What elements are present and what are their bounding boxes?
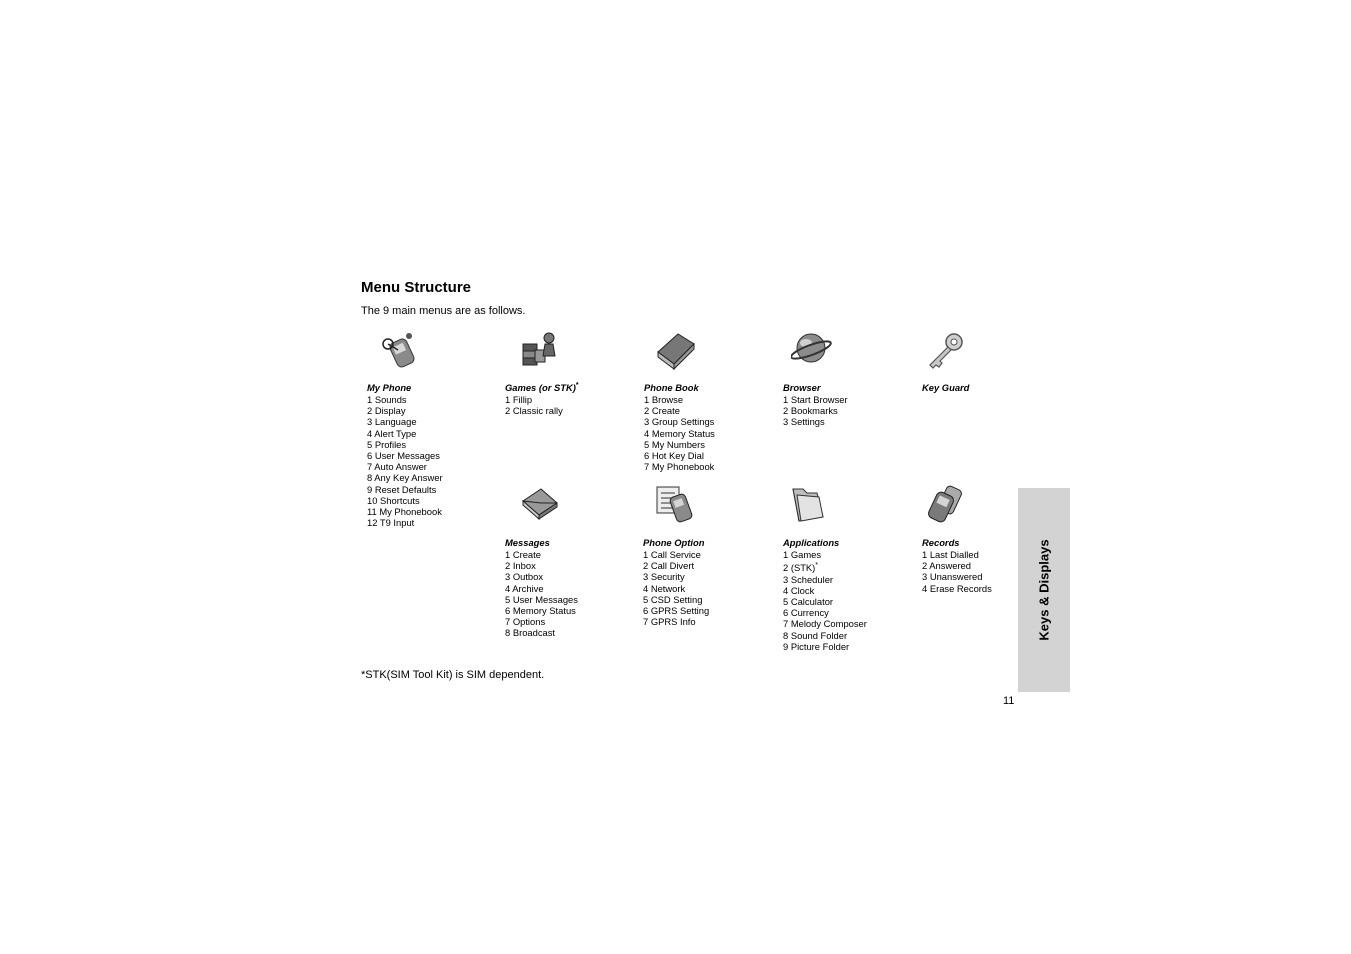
menu-item: 5 Calculator [783,595,834,607]
menu-title: Records [922,537,960,548]
menu-items [367,394,443,528]
menu-item: 3 Settings [783,416,825,428]
menu-item: 7 Melody Composer [783,618,867,630]
menu-title: Phone Option [643,537,705,548]
menu-item: 8 Broadcast [505,627,556,639]
menu-item: 1 Games [783,549,822,560]
menu-title: Applications [783,537,840,548]
menu-title: Phone Book [644,382,699,393]
menu-item: 4 Erase Records [922,582,992,594]
menu-items [643,549,709,627]
menu-item: 7 My Phonebook [644,461,715,473]
games-icon [519,330,563,370]
menu-item: 6 GPRS Setting [643,605,710,617]
menu-item: 1 Browse [644,394,684,405]
menu-item: 2 Classic rally [505,405,563,417]
menu-item: 2 Call Divert [643,560,695,572]
menu-item: 7 Options [505,616,546,628]
menu-title: My Phone [367,382,412,393]
menu-item: 3 Unanswered [922,571,983,583]
menu-item: 3 Scheduler [783,573,834,585]
menu-item: 4 Alert Type [367,427,417,439]
menu-item: 7 Auto Answer [367,461,427,473]
menu-item: 3 Group Settings [644,416,715,428]
menu-title: Browser [783,382,821,393]
menu-item: 5 Profiles [367,438,407,450]
menu-items [505,394,563,416]
menu-items [505,549,578,639]
menu-item: 1 Create [505,549,541,560]
menu-item: 10 Shortcuts [367,494,420,506]
menu-item: 8 Any Key Answer [367,472,443,484]
menu-item: 12 T9 Input [367,517,415,529]
menu-items [783,549,867,652]
folder-icon [789,485,833,525]
menu-item: 2 Answered [922,560,971,572]
menu-item: 11 My Phonebook [367,506,442,518]
menu-item: 1 Last Dialled [922,549,979,560]
menu-item: 1 Sounds [367,394,407,405]
menu-item: 2 Create [644,405,680,417]
menu-title: Key Guard [922,382,970,393]
menu-item: 6 Memory Status [505,605,576,617]
menu-item: 3 Security [643,571,685,583]
menu-items [644,394,715,472]
menu-items [922,549,992,594]
menu-item: 1 Start Browser [783,394,848,405]
menu-item: 4 Memory Status [644,427,715,439]
footnote-mark: * [815,562,819,570]
menu-item: 7 GPRS Info [643,616,696,628]
menu-title: Messages [505,537,550,548]
planet-icon [791,330,835,370]
call-records-icon [926,485,970,525]
intro-text: The 9 main menus are as follows. [361,305,526,317]
key-icon [924,330,968,370]
menu-item: 4 Clock [783,584,815,596]
menu-item: 1 Call Service [643,549,701,560]
footnote-mark: * [575,382,579,389]
section-tab [1018,488,1070,692]
menu-item: 4 Archive [505,582,544,594]
envelope-icon [519,485,563,525]
menu-item: 4 Network [643,582,686,594]
menu-item: 6 Currency [783,607,829,619]
phone-options-icon [655,485,699,525]
menu-item: 3 Outbox [505,571,544,583]
menu-item: 5 My Numbers [644,438,705,450]
section-tab-label: Keys & Displays [1036,539,1052,641]
menu-title: Games (or STK)* [505,382,579,394]
menu-item: 2 Inbox [505,560,536,572]
footnote: *STK(SIM Tool Kit) is SIM dependent. [361,669,545,681]
menu-item: 1 Fillip [505,394,533,405]
menu-item: 5 User Messages [505,593,578,605]
menu-item: 6 Hot Key Dial [644,450,704,462]
menu-item: 2 Display [367,405,406,417]
menu-item: 6 User Messages [367,450,440,462]
menu-item: 9 Picture Folder [783,640,850,652]
menu-item: 2 (STK)* [783,562,819,574]
page-number: 11 [1003,695,1015,707]
page-title: Menu Structure [361,279,472,296]
menu-item: 8 Sound Folder [783,629,848,641]
menu-item: 3 Language [367,416,417,428]
menu-item: 2 Bookmarks [783,405,838,417]
menu-item: 9 Reset Defaults [367,483,437,495]
menu-items [783,394,848,428]
menu-item: 5 CSD Setting [643,593,703,605]
book-icon [654,330,698,370]
phone-settings-icon [379,330,423,370]
